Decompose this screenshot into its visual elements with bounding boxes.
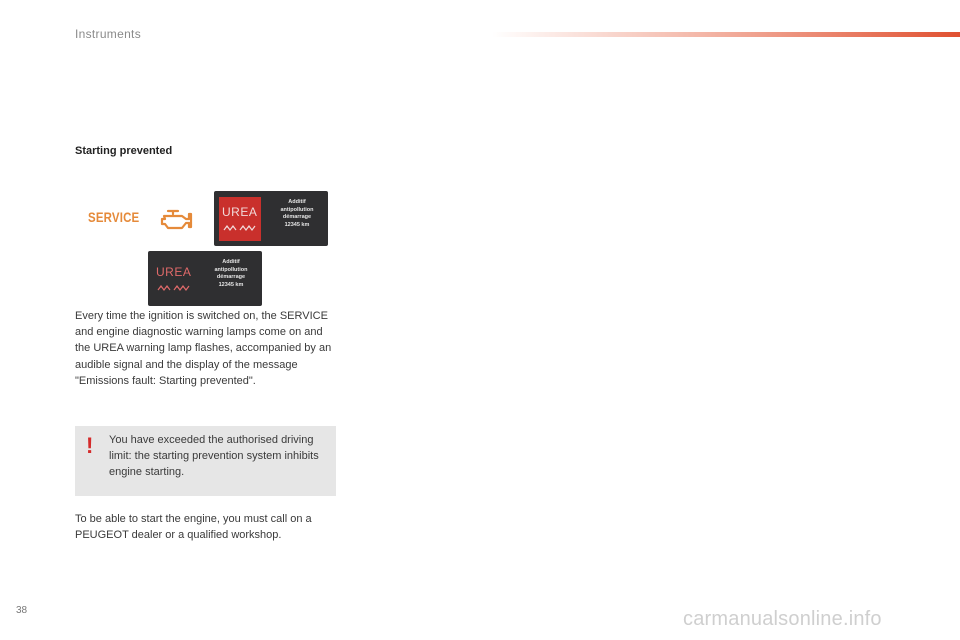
urea-label: UREA: [222, 205, 258, 219]
paragraph-ignition: Every time the ignition is switched on, the SERVICE and engine diagnostic warning lamps come on and the UREA warning lamp flashes, accompanied by an audible signal and the display of the message "Emissions fault: Starting prevented".: [75, 310, 332, 387]
msg-line: démarrage: [282, 214, 312, 220]
subheading-starting-prevented: Starting prevented: [75, 145, 173, 157]
msg-line: antipollution: [280, 206, 314, 213]
msg-line: démarrage: [216, 274, 246, 280]
msg-line: 12345 km: [284, 221, 310, 228]
header-gradient-bar: [492, 32, 960, 37]
msg-line: Additif: [222, 259, 240, 265]
urea-warning-lamp: [219, 197, 261, 241]
urea-waves-icon: [157, 284, 191, 292]
service-warning-lamp: SERVICE: [88, 209, 140, 225]
warning-text: You have exceeded the authorised driving limit: the starting prevention system inhibits engine starting.: [109, 434, 319, 479]
exclamation-icon: !: [86, 433, 94, 458]
display-message: [270, 199, 324, 229]
urea-waves-icon: [223, 224, 257, 232]
urea-display-2: [148, 251, 262, 306]
engine-diagnostic-icon: [158, 205, 194, 233]
section-header: Instruments: [75, 27, 141, 41]
msg-line: Additif: [288, 199, 306, 205]
urea-display-1: [214, 191, 328, 246]
urea-label: UREA: [156, 265, 192, 279]
display-message: [204, 259, 258, 289]
watermark: carmanualsonline.info: [683, 608, 882, 630]
page-number: 38: [16, 605, 28, 616]
warning-box: [75, 426, 336, 496]
urea-warning-lamp: [153, 257, 195, 301]
paragraph-dealer: To be able to start the engine, you must call on a PEUGEOT dealer or a qualified workshop.: [75, 513, 312, 542]
msg-line: 12345 km: [218, 281, 244, 288]
msg-line: antipollution: [214, 266, 248, 273]
